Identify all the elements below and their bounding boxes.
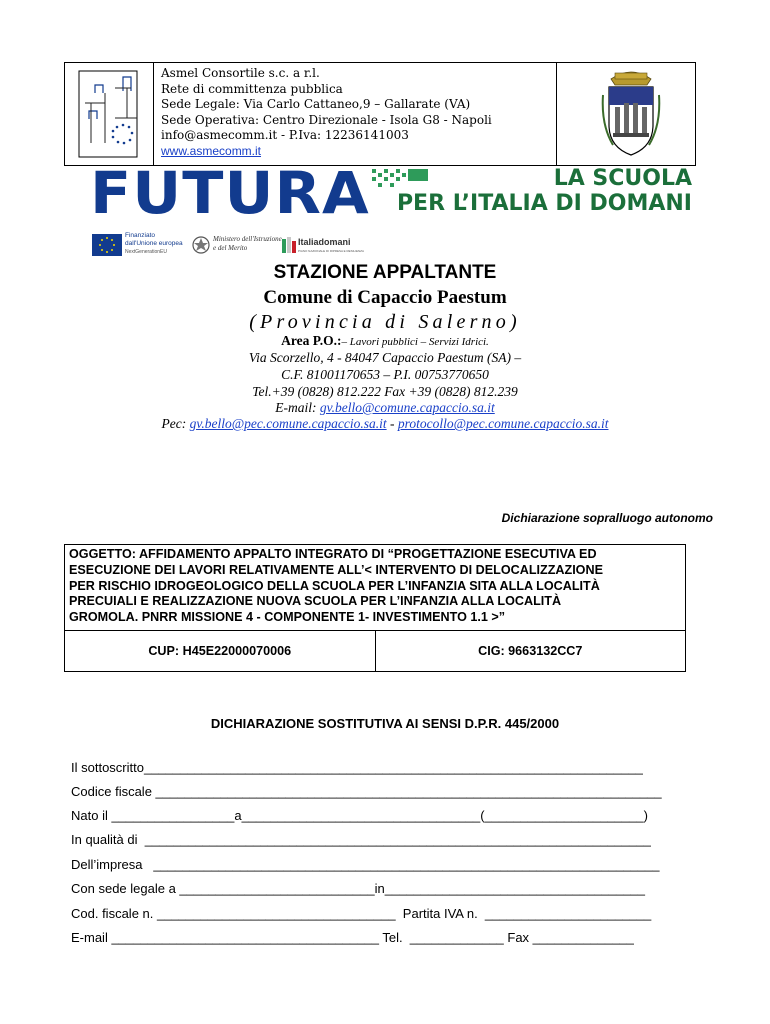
pec-separator: - xyxy=(386,416,398,431)
italiadomani-subtext: PIANO NAZIONALE DI RIPRESA E RESILIENZA xyxy=(298,249,365,253)
ministry-text-1: Ministero dell'Istruzione xyxy=(213,235,282,243)
area-value: – Lavori pubblici – Servizi Idrici. xyxy=(341,336,489,348)
declaration-title: DICHIARAZIONE SOSTITUTIVA AI SENSI D.P.R. 445/2000 xyxy=(210,716,560,731)
asmel-info xyxy=(153,63,557,165)
field-qualita[interactable]: In qualità di ______________________________________________________________________ xyxy=(71,832,651,847)
asmel-line: info@asmecomm.it - P.Iva: 12236141003 xyxy=(161,128,409,143)
field-email-tel-fax[interactable]: E-mail _____________________________________ Tel. _____________ Fax ______________ xyxy=(71,930,634,945)
slogan-line-2: PER L’ITALIA DI DOMANI xyxy=(396,191,692,216)
funding-logos xyxy=(92,232,372,258)
field-codice-fiscale[interactable]: Codice fiscale ______________________________________________________________________ xyxy=(71,784,662,799)
oggetto-line: OGGETTO: AFFIDAMENTO APPALTO INTEGRATO DI “PROGETTAZIONE ESECUTIVA ED xyxy=(69,547,597,561)
italian-emblem-icon xyxy=(192,234,210,256)
cup-code: CUP: H45E22000070006 xyxy=(65,631,376,671)
header-box xyxy=(64,62,696,166)
area-label: Area P.O.: xyxy=(281,333,342,348)
oggetto-line: GROMOLA. PNRR MISSIONE 4 - COMPONENTE 1- INVESTIMENTO 1.1 >” xyxy=(69,610,506,625)
italiadomani-text: Italiadomani xyxy=(298,237,351,247)
oggetto-line: ESECUZIONE DEI LAVORI RELATIVAMENTE ALL’< INTERVENTO DI DELOCALIZZAZIONE xyxy=(69,562,603,577)
ministry-text-2: e del Merito xyxy=(213,244,248,252)
comune-name: Comune di Capaccio Paestum xyxy=(263,287,507,308)
pec-label: Pec: xyxy=(161,416,187,431)
oggetto-line: PRECUIALI E REALIZZAZIONE NUOVA SCUOLA PER L’INFANZIA ALLA LOCALITÀ xyxy=(69,594,562,609)
oggetto-text xyxy=(65,545,685,631)
eu-text-2: dall'Unione europea xyxy=(125,240,183,247)
eu-flag-icon xyxy=(92,234,122,256)
eu-text-1: Finanziato xyxy=(125,232,155,239)
scuola-slogan xyxy=(380,166,692,216)
comune-crest xyxy=(557,63,695,165)
field-sede-legale[interactable]: Con sede legale a ___________________________in____________________________________ xyxy=(71,881,646,896)
provincia: (Provincia di Salerno) xyxy=(249,311,521,333)
field-cod-fiscale-piva[interactable]: Cod. fiscale n. _________________________________ Partita IVA n. _______________________ xyxy=(71,906,652,921)
fiscal-line: C.F. 81001170653 – P.I. 00753770650 xyxy=(281,367,489,382)
authority-title: STAZIONE APPALTANTE xyxy=(273,262,497,283)
field-nato[interactable]: Nato il _________________a_________________________________(______________________) xyxy=(71,808,648,823)
address-line: Via Scorzello, 4 - 84047 Capaccio Paestum (SA) – xyxy=(248,350,522,365)
codes-row xyxy=(65,631,685,671)
asmel-logo xyxy=(65,63,154,165)
document-type: Dichiarazione sopralluogo autonomo xyxy=(501,511,713,525)
eu-text-3: NextGenerationEU xyxy=(125,249,167,255)
phone-line: Tel.+39 (0828) 812.222 Fax +39 (0828) 812.239 xyxy=(252,384,518,399)
email-label: E-mail: xyxy=(275,400,317,415)
italiadomani-mark-icon xyxy=(282,237,296,253)
asmel-website-link[interactable]: www.asmecomm.it xyxy=(161,143,262,158)
email-line xyxy=(0,399,770,416)
asmel-line: Rete di committenza pubblica xyxy=(161,81,343,96)
field-impresa[interactable]: Dell’impresa ______________________________________________________________________ xyxy=(71,857,660,872)
field-sottoscritto[interactable]: Il sottoscritto_____________________________________________________________________ xyxy=(71,760,643,775)
pec-link-1[interactable]: gv.bello@pec.comune.capaccio.sa.it xyxy=(189,416,387,431)
asmel-line: Sede Operativa: Centro Direzionale - Isola G8 - Napoli xyxy=(161,112,492,127)
asmel-line: Asmel Consortile s.c. a r.l. xyxy=(161,66,320,80)
asmel-line: Sede Legale: Via Carlo Cattaneo,9 – Gallarate (VA) xyxy=(161,97,471,112)
cig-code: CIG: 9663132CC7 xyxy=(478,643,583,658)
oggetto-line: PER RISCHIO IDROGEOLOGICO DELLA SCUOLA PER L’INFANZIA SITA ALLA LOCALITÀ xyxy=(69,578,600,593)
pec-line xyxy=(0,415,770,432)
pec-link-2[interactable]: protocollo@pec.comune.capaccio.sa.it xyxy=(397,416,609,431)
futura-logo: FUTURA xyxy=(90,159,370,227)
slogan-line-1: LA SCUOLA xyxy=(553,166,692,191)
email-link[interactable]: gv.bello@comune.capaccio.sa.it xyxy=(319,400,495,415)
oggetto-box xyxy=(64,544,686,672)
